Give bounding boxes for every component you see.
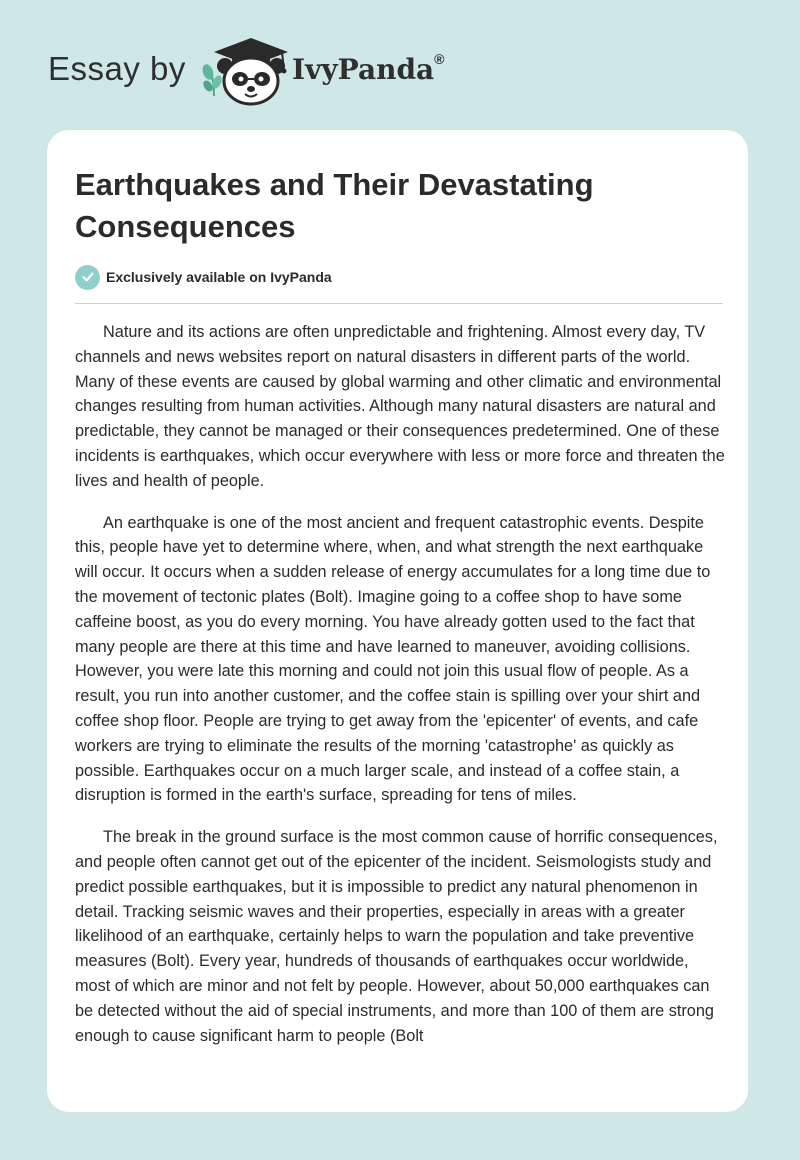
brand-name: IvyPanda xyxy=(292,53,435,86)
paragraph: Nature and its actions are often unpredictable and frightening. Almost every day, TV channels and news websites report on natural disasters in different parts of the world. Many of these events are caused by global warming and other climatic and environmental changes resulting from human activities. Although many natural disasters are natural and predictable, they cannot be managed or their consequences predetermined. One of these incidents is earthquakes, which occur everywhere with less or more force and threaten the lives and health of people. xyxy=(75,323,725,490)
registered-mark: ® xyxy=(434,51,445,67)
check-circle-icon xyxy=(75,265,100,290)
essay-card xyxy=(47,130,748,1112)
exclusive-badge xyxy=(75,264,332,290)
exclusive-badge-label: Exclusively available on IvyPanda xyxy=(106,269,332,285)
essay-by-label: Essay by xyxy=(48,50,186,87)
paragraph: The break in the ground surface is the most common cause of horrific consequences, and people often cannot get out of the epicenter of the incident. Seismologists study and predict possible earthquakes, but it is impossible to predict any natural phenomenon in detail. Tracking seismic waves and their properties, especially in areas with a greater likelihood of an earthquake, certainly helps to warn the population and take preventive measures (Bolt). Every year, hundreds of thousands of earthquakes occur worldwide, most of which are minor and not felt by people. However, about 50,000 earthquakes can be detected without the aid of special instruments, and more than 100 of them are strong enough to cause significant harm to people (Bolt xyxy=(75,828,718,1045)
essay-body xyxy=(75,320,725,1065)
site-header xyxy=(0,0,800,120)
divider xyxy=(75,303,723,304)
panda-logo-icon xyxy=(212,36,290,106)
page-title: Earthquakes and Their Devastating Consequences xyxy=(75,167,594,244)
paragraph: An earthquake is one of the most ancient and frequent catastrophic events. Despite this, people have yet to determine where, when, and what strength the next earthquake will occur. It occurs when a sudden release of energy accumulates for a long time due to the movement of tectonic plates (Bolt). Imagine going to a coffee shop to have some caffeine boost, as you do every morning. You have already gotten used to the fact that many people are there at this time and have learned to maneuver, avoiding collisions. However, you were late this morning and could not join this usual flow of people. As a result, you run into another customer, and the coffee stain is spilling over your shirt and coffee shop floor. People are trying to get away from the 'epicenter' of events, and cafe workers are trying to eliminate the results of the morning 'catastrophe' as quickly as possible. Earthquakes occur on a much larger scale, and instead of a coffee stain, a disruption is formed in the earth's surface, spreading for tens of miles. xyxy=(75,513,711,805)
brand-logo-text xyxy=(292,53,445,86)
